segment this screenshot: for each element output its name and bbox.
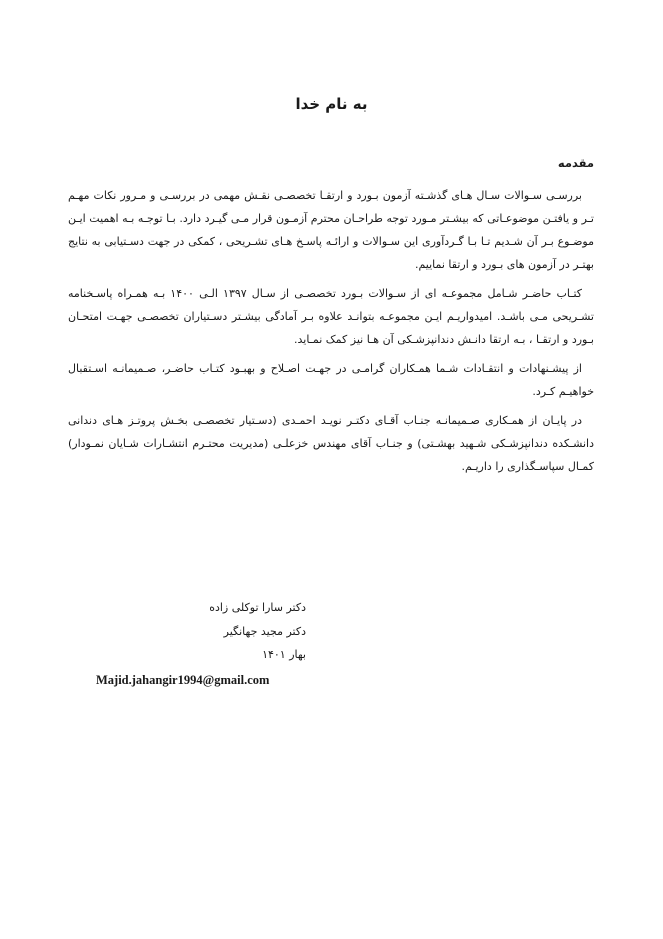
author-name-1: دکتر سارا توکلی زاده — [209, 601, 306, 614]
paragraph-feedback: از پیشـنهادات و انتقـادات شـما همـکاران گرامـی در جهـت اصـلاح و بهبـود کتـاب حاضـر، صـمیمانـه اسـتقبال خواهیـم کـرد. — [68, 362, 594, 398]
paragraph-acknowledgment: در پایـان از همـکاری صـمیمانـه جنـاب آقـای دکتـر نویـد احمـدی (دسـتیار تخصصـی بخـش پروتـز هـای دندانی دانشـکده دندانپزشـکی شـهید بهشـتی) و جنـاب آقای مهندس خزعلـی (مدیریت محتـرم انتشـارات شـایان نمـودار) کمـال سپاسـگذاری را داریـم. — [68, 414, 594, 473]
signature-block — [96, 596, 306, 692]
paragraph-book-description: کتـاب حاضـر شـامل مجموعـه ای از سـوالات بـورد تخصصـی از سـال ۱۳۹۷ الـی ۱۴۰۰ بـه همـراه پاسـخنامه تشـریحی مـی باشـد. امیدواریـم ایـن مجموعـه بتوانـد علاوه بـر آمادگی بیشـتر دسـتیاران تخصصـی جهـت امتحـان بـورد و ارتقـا ، بـه ارتقا دانـش دندانپزشـکی آن هـا نیز کمک نمـاید. — [68, 287, 594, 346]
paragraph-intro: بررسـی سـوالات سـال هـای گذشـته آزمون بـورد و ارتقـا تخصصـی نقـش مهمی در بررسـی و مـرور نکات مهـم تـر و یافتـن موضوعـاتی که بیشـتر مـورد توجه طراحـان محترم آزمـون قرار مـی گیـرد دارد. بـا توجـه بـه اهمیت ایـن موضـوع بـر آن شـدیم تـا بـا گـردآوری این سـوالات و ارائـه پاسـخ هـای تشـریحی ، کمکی در جهت دسـتیابی به نتایج بهتـر در آزمون های بـورد و ارتقا نماییم. — [68, 189, 594, 271]
publication-date: بهار ۱۴۰۱ — [262, 648, 306, 661]
section-heading: مقدمه — [557, 156, 594, 170]
author-name-2: دکتر مجید جهانگیر — [223, 624, 306, 638]
page-title: به نام خدا — [295, 95, 368, 113]
preface-body — [68, 152, 594, 484]
contact-email[interactable]: Majid.jahangir1994@gmail.com — [96, 672, 270, 687]
